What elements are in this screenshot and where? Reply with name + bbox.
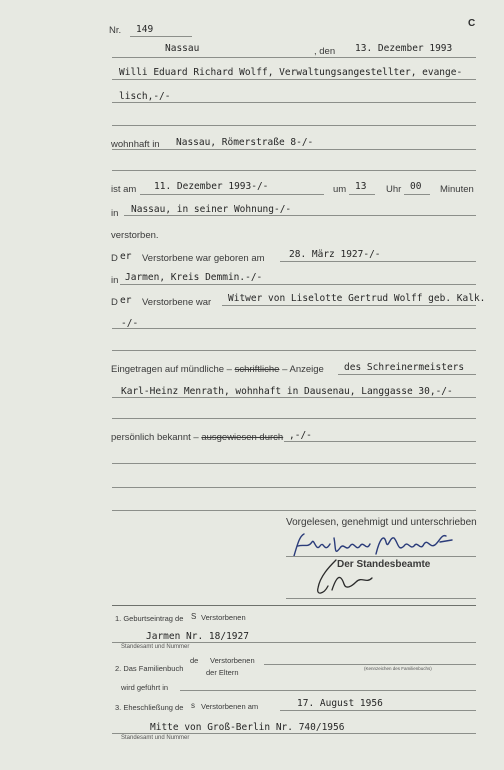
- birth-place: Jarmen, Kreis Demmin.-/-: [125, 272, 263, 283]
- report-label: [111, 364, 324, 375]
- report-line2: [112, 397, 476, 398]
- marriage-record-caption: Standesamt und Nummer: [121, 735, 190, 741]
- marital-er-suffix: er: [120, 295, 132, 306]
- registrar-signature-line: [286, 598, 476, 599]
- identity-value: ,-/-: [289, 430, 312, 441]
- blank-line: [112, 510, 476, 511]
- residence-value: Nassau, Römerstraße 8-/-: [176, 137, 314, 148]
- marriage-record-s: s: [191, 701, 195, 710]
- birth-date: 28. März 1927-/-: [289, 249, 381, 260]
- uhr-label: Uhr: [386, 184, 402, 195]
- death-place-line: [124, 215, 476, 216]
- minuten-label: Minuten: [440, 184, 474, 195]
- family-book-kept-label: wird geführt in: [121, 683, 169, 692]
- birth-date-line: [280, 261, 476, 262]
- birth-record-value: Jarmen Nr. 18/1927: [146, 631, 249, 642]
- header-line: [112, 57, 476, 58]
- marriage-record-label: 3. Eheschließung de: [115, 703, 184, 712]
- den-label: , den: [314, 46, 336, 57]
- registrar-label: Der Standesbeamte: [337, 559, 431, 570]
- birth-record-suffix: Verstorbenen: [201, 613, 246, 622]
- blank-line: [112, 487, 476, 488]
- verstorben-label: verstorben.: [111, 230, 159, 241]
- um-label: um: [333, 184, 347, 195]
- marital-line1: [222, 305, 476, 306]
- identity-label: [111, 432, 283, 443]
- notes-divider: [112, 605, 476, 606]
- birth-record-s: S: [191, 612, 197, 621]
- birth-record-caption: Standesamt und Nummer: [121, 644, 190, 650]
- marriage-record-suffix: Verstorbenen am: [201, 702, 259, 711]
- birth-place-label: in: [111, 275, 119, 286]
- death-minutes: 00: [410, 181, 422, 192]
- marriage-record-line: [112, 733, 476, 734]
- marital-label: Verstorbene war: [142, 297, 212, 308]
- report-label-end: – Anzeige: [282, 364, 324, 375]
- marital-value-line1: Witwer von Liselotte Gertrud Wolff geb. Kalk.: [228, 293, 486, 304]
- reporter-line2: Karl-Heinz Menrath, wohnhaft in Dausenau, Langgasse 30,-/-: [121, 386, 453, 397]
- birth-place-line: [120, 284, 476, 285]
- deceased-name-line2: lisch,-/-: [119, 91, 171, 102]
- report-line1: [338, 374, 476, 375]
- entry-number-label: Nr.: [109, 25, 122, 36]
- deceased-name-line1: Willi Eduard Richard Wolff, Verwaltungsangestellter, evange-: [119, 67, 463, 78]
- registry-place: Nassau: [165, 43, 200, 54]
- marriage-record-value: Mitte von Groß-Berlin Nr. 740/1956: [150, 722, 345, 733]
- identity-label-start: persönlich bekannt –: [111, 432, 199, 443]
- family-book-label: 2. Das Familienbuch: [115, 664, 184, 673]
- minutes-line: [404, 194, 430, 195]
- death-place: Nassau, in seiner Wohnung-/-: [131, 204, 292, 215]
- corner-letter: C: [468, 18, 476, 29]
- blank-line: [112, 170, 476, 171]
- family-book-option-parents: der Eltern: [206, 668, 239, 677]
- death-date-line: [140, 194, 324, 195]
- marital-line2: [112, 328, 476, 329]
- reporter-line1: des Schreinermeisters: [344, 362, 465, 373]
- blank-line: [112, 350, 476, 351]
- person-line1: [112, 79, 476, 80]
- entry-number: 149: [136, 24, 154, 35]
- person-line2: [112, 102, 476, 103]
- registrar-signature: [310, 556, 380, 598]
- birth-label: Verstorbene war geboren am: [142, 253, 265, 264]
- birth-record-label: 1. Geburtseintrag de: [115, 614, 184, 623]
- family-book-caption: (Kennzeichen des Familienbuchs): [364, 666, 432, 671]
- residence-line: [112, 149, 476, 150]
- report-label-start: Eingetragen auf mündliche –: [111, 364, 232, 375]
- identity-label-struck: ausgewiesen durch: [201, 432, 284, 443]
- death-date: 11. Dezember 1993-/-: [154, 181, 269, 192]
- report-label-struck: schriftliche: [234, 364, 280, 375]
- registry-date: 13. Dezember 1993: [355, 43, 453, 54]
- family-book-line: [264, 664, 476, 665]
- death-place-label: in: [111, 208, 119, 219]
- birth-record-line: [112, 642, 476, 643]
- blank-line: [112, 418, 476, 419]
- birth-d-prefix: D: [111, 253, 118, 264]
- marital-d-prefix: D: [111, 297, 118, 308]
- residence-label: wohnhaft in: [111, 139, 160, 150]
- marriage-date-line: [280, 710, 476, 711]
- identity-line: [284, 441, 476, 442]
- family-book-kept-line: [180, 690, 476, 691]
- family-book-de: de: [190, 656, 199, 665]
- blank-line: [112, 125, 476, 126]
- birth-er-suffix: er: [120, 251, 132, 262]
- marital-value-line2: -/-: [121, 318, 139, 329]
- death-hour: 13: [355, 181, 367, 192]
- entry-number-line: [130, 36, 192, 37]
- marriage-date: 17. August 1956: [297, 698, 383, 709]
- family-book-option-deceased: Verstorbenen: [210, 656, 255, 665]
- closing-text: Vorgelesen, genehmigt und unterschrieben: [286, 517, 477, 528]
- hour-line: [349, 194, 375, 195]
- blank-line: [112, 463, 476, 464]
- death-date-label: ist am: [111, 184, 137, 195]
